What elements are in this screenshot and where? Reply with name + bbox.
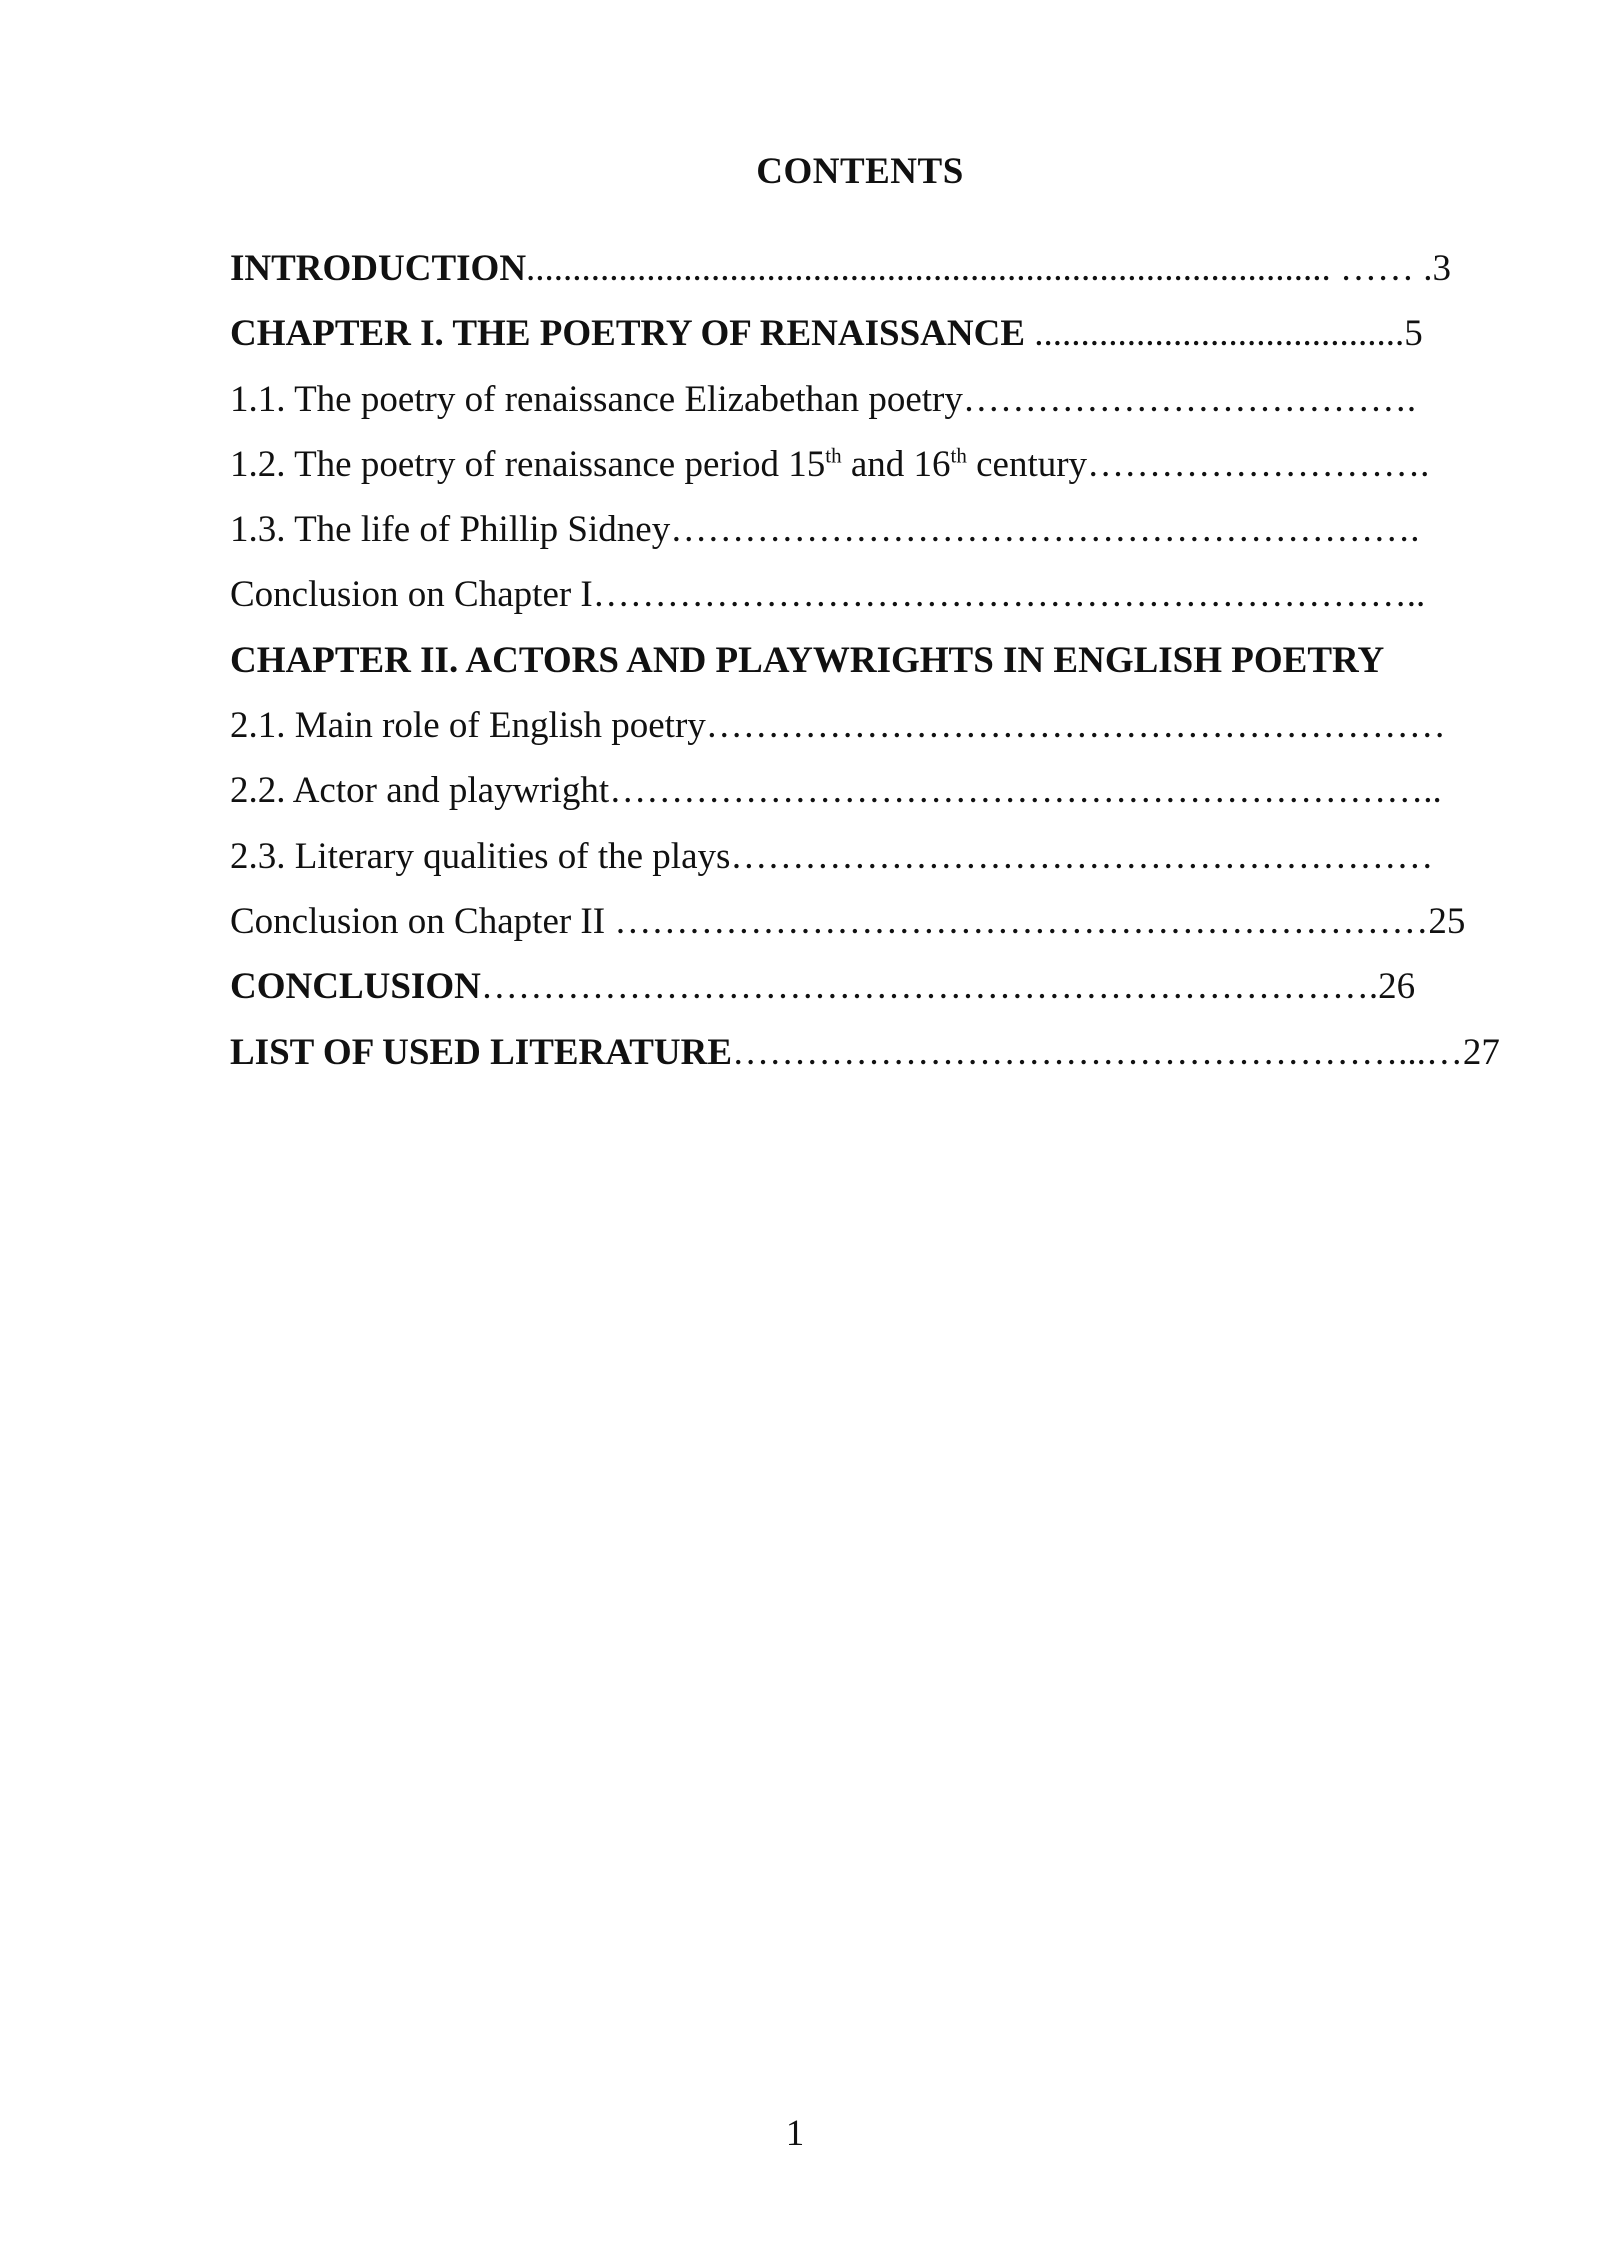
toc-entry-leader: ....................................................................................... …… .3	[526, 248, 1452, 289]
toc-entry-label: 1.3. The life of Phillip Sidney	[230, 509, 671, 551]
toc-entry-leader: ……………………………….	[962, 378, 1417, 420]
toc-entry-label: Conclusion on Chapter I	[230, 574, 593, 616]
toc-entry-leader: …………………………………………………………..	[609, 770, 1442, 812]
toc-entry-label-start: 1.2. The poetry of renaissance period 15	[230, 443, 826, 485]
toc-entry-leader: ………………………………………………...…27	[732, 1031, 1500, 1073]
toc-entry-2-1[interactable]	[230, 701, 1530, 766]
toc-entry-label: Conclusion on Chapter II	[230, 900, 606, 942]
toc-entry-1-1[interactable]	[230, 375, 1530, 440]
toc-entry-leader: ……………………………………………………………….26	[480, 966, 1416, 1008]
toc-entry-leader: …………………………………………………………25	[605, 900, 1466, 942]
contents-title: CONTENTS	[756, 151, 964, 192]
toc-entry-leader: ……………………………………………………	[705, 705, 1446, 747]
toc-entry-conclusion-chapter-2[interactable]	[230, 897, 1530, 962]
toc-entry-label: 2.3. Literary qualities of the plays	[230, 835, 731, 877]
toc-entry-conclusion[interactable]	[230, 962, 1530, 1027]
toc-entry-introduction[interactable]	[230, 244, 1530, 309]
toc-entry-label-middle: and 16	[841, 443, 951, 485]
toc-entry-leader: ........................................5	[1025, 313, 1423, 355]
table-of-contents	[230, 244, 1530, 1093]
toc-entry-leader: …………………………………………………………..	[592, 574, 1426, 616]
toc-entry-2-3[interactable]	[230, 832, 1530, 897]
toc-entry-label: 2.1. Main role of English poetry	[230, 705, 706, 747]
toc-entry-1-3[interactable]	[230, 505, 1530, 570]
toc-entry-conclusion-chapter-1[interactable]	[230, 570, 1530, 635]
ordinal-suffix: th	[825, 443, 842, 468]
toc-entry-label: 1.1. The poetry of renaissance Elizabethan poetry	[230, 378, 963, 420]
toc-entry-label: INTRODUCTION	[230, 248, 527, 289]
toc-entry-chapter-1[interactable]	[230, 309, 1530, 374]
page-number: 1	[785, 2113, 805, 2154]
toc-entry-leader: …………………………………………………….	[670, 509, 1420, 551]
toc-entry-label: CHAPTER I. THE POETRY OF RENAISSANCE	[230, 313, 1026, 355]
toc-entry-label: CONCLUSION	[230, 966, 481, 1008]
toc-entry-2-2[interactable]	[230, 766, 1530, 831]
toc-entry-chapter-2[interactable]	[230, 636, 1530, 701]
toc-entry-label: CHAPTER II. ACTORS AND PLAYWRIGHTS IN ENGLISH POETRY	[230, 639, 1385, 681]
toc-entry-label: 2.2. Actor and playwright	[230, 770, 610, 812]
toc-entry-label: LIST OF USED LITERATURE	[230, 1031, 733, 1073]
toc-entry-leader: ……………………….	[1087, 443, 1430, 485]
ordinal-suffix: th	[950, 443, 967, 468]
toc-entry-1-2[interactable]	[230, 440, 1530, 505]
toc-entry-leader: …………………………………………………	[730, 835, 1434, 877]
toc-entry-label-end: century	[966, 443, 1088, 485]
toc-entry-literature[interactable]	[230, 1028, 1530, 1093]
